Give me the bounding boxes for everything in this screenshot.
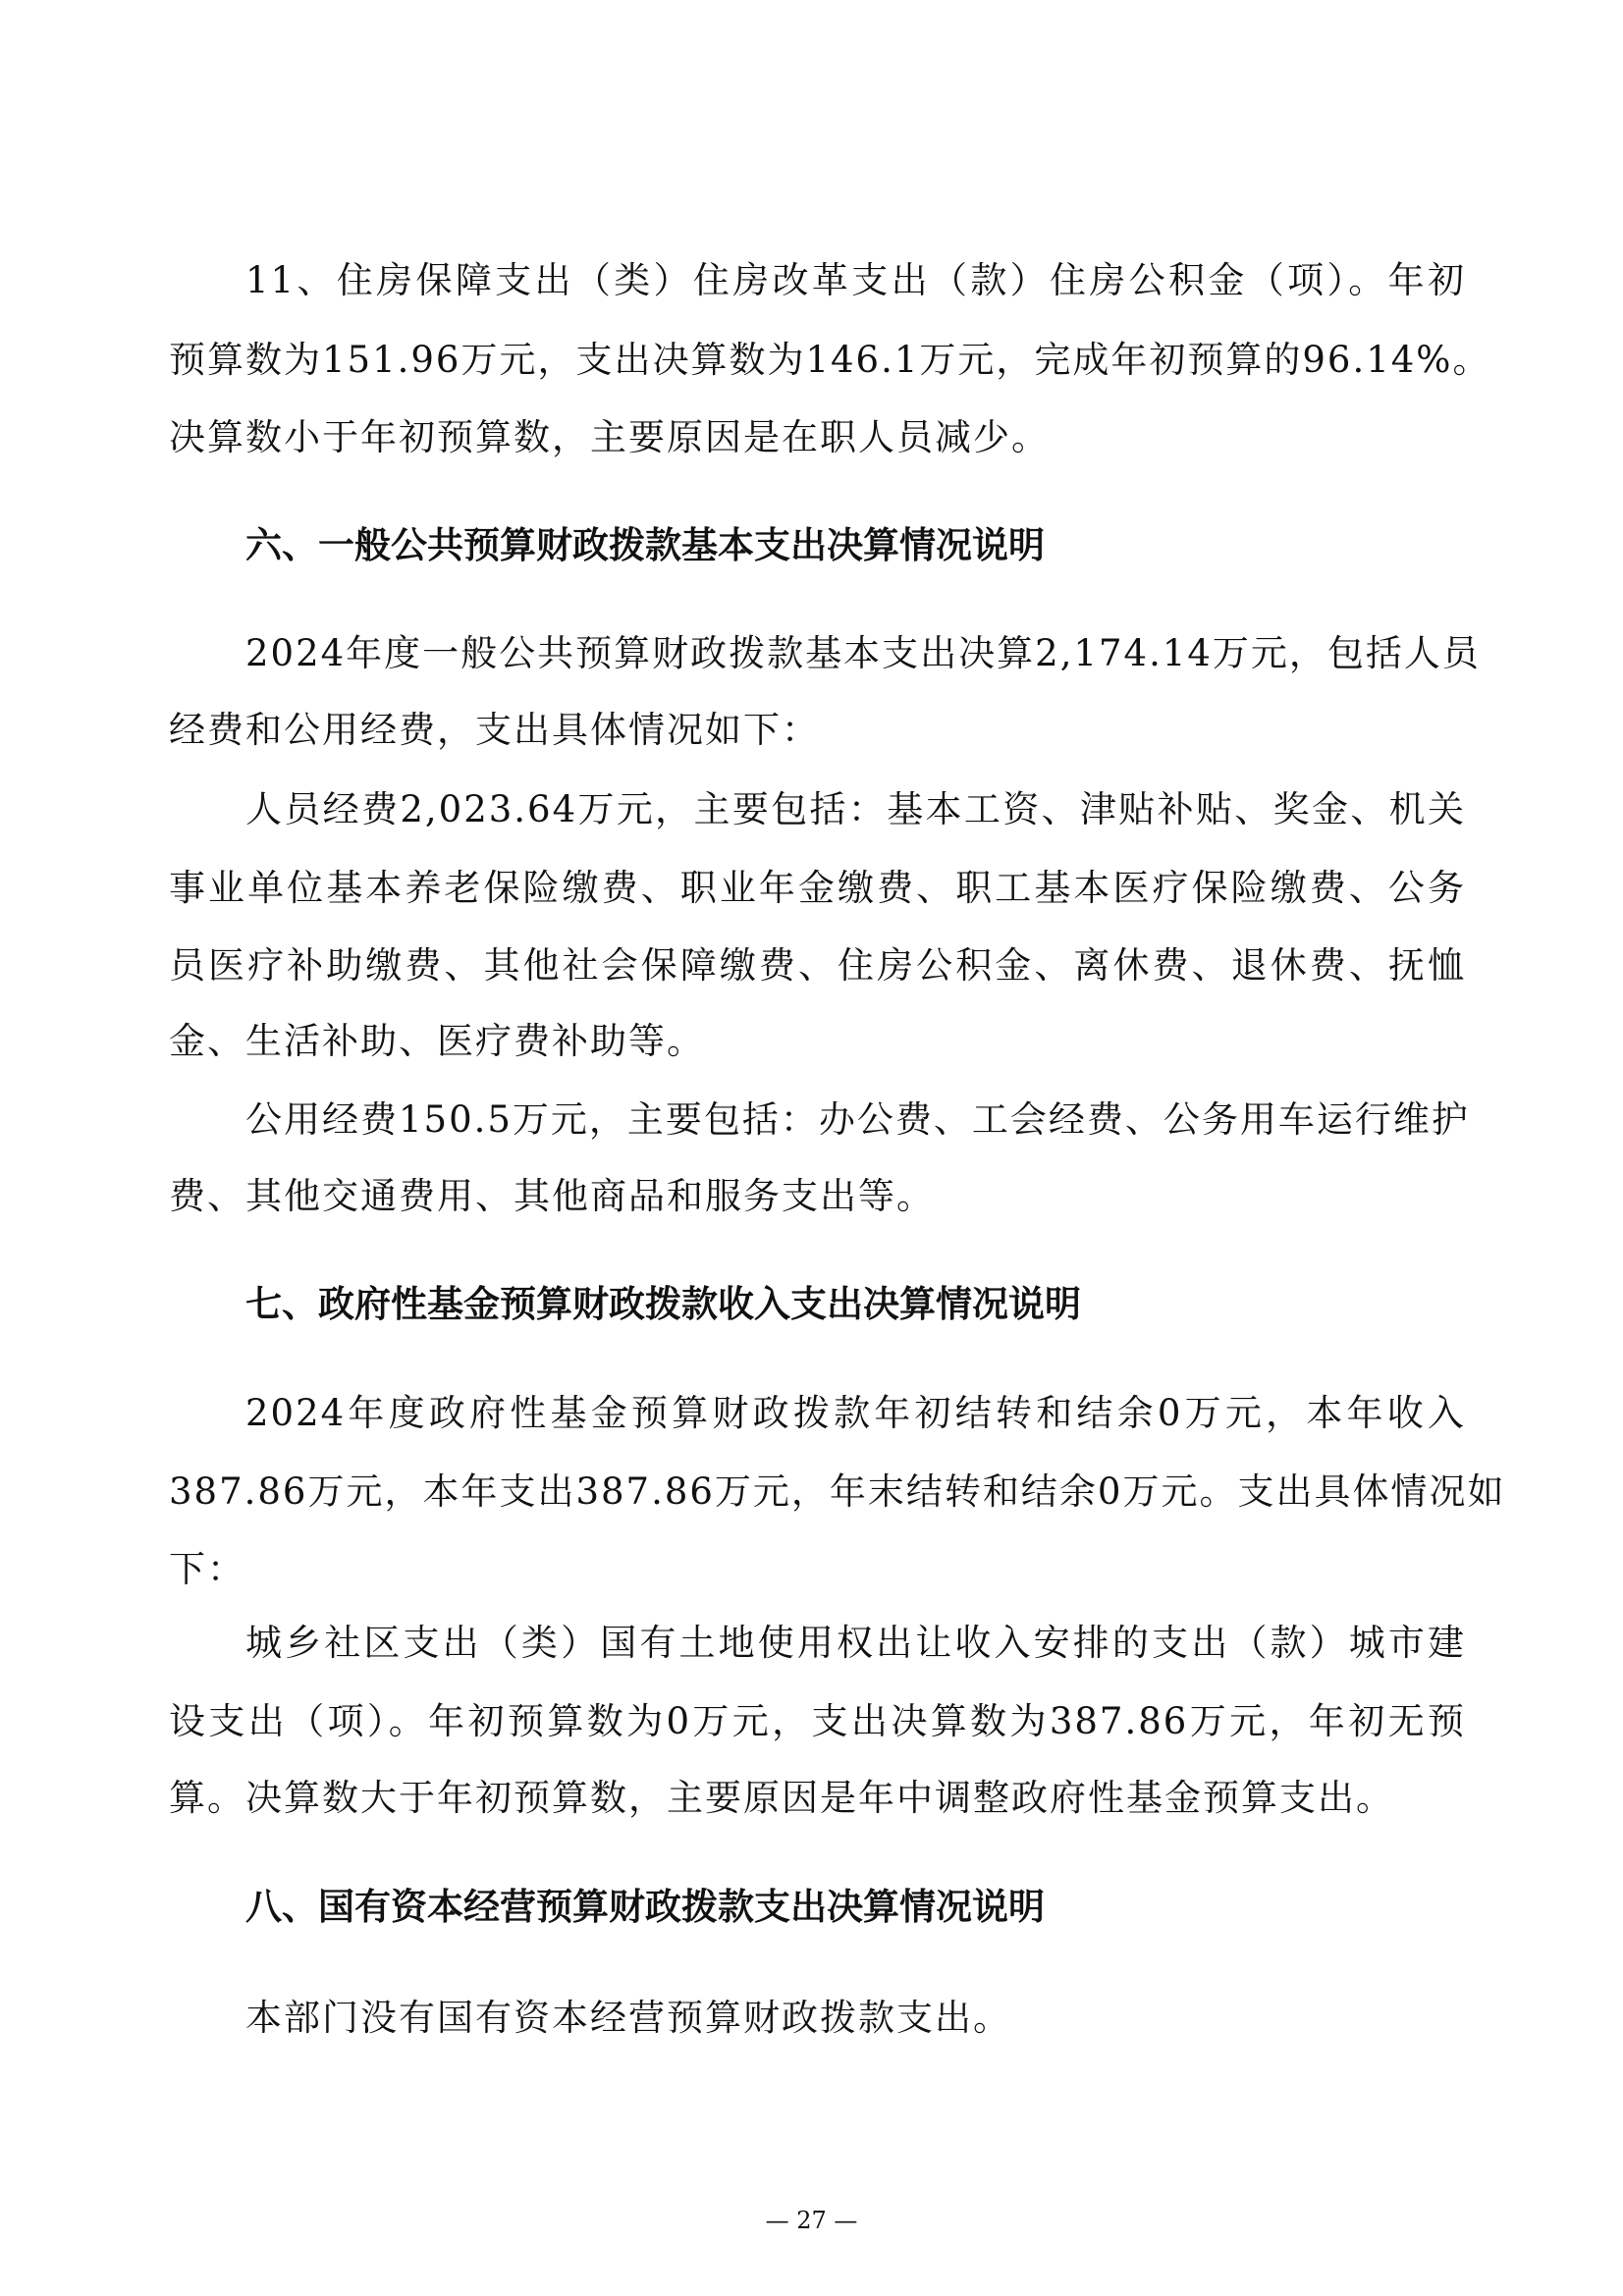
paragraph-line: 11、住房保障支出（类）住房改革支出（款）住房公积金（项）。年初	[245, 259, 1466, 301]
paragraph-line: 决算数小于年初预算数，主要原因是在职人员减少。	[169, 416, 1050, 458]
paragraph-line: 设支出（项）。年初预算数为0万元，支出决算数为387.86万元，年初无预	[169, 1700, 1466, 1742]
paragraph-line: 人员经费2,023.64万元，主要包括：基本工资、津贴补贴、奖金、机关	[245, 788, 1466, 830]
section-heading-6: 六、一般公共预算财政拨款基本支出决算情况说明	[245, 524, 1045, 566]
paragraph-line: 2024年度政府性基金预算财政拨款年初结转和结余0万元，本年收入	[245, 1392, 1466, 1434]
paragraph-line: 算。决算数大于年初预算数，主要原因是年中调整政府性基金预算支出。	[169, 1777, 1394, 1819]
paragraph-line: 下：	[169, 1548, 245, 1590]
paragraph-line: 预算数为151.96万元，支出决算数为146.1万元，完成年初预算的96.14%。	[169, 339, 1491, 381]
section-heading-7: 七、政府性基金预算财政拨款收入支出决算情况说明	[245, 1283, 1081, 1325]
section-heading-8: 八、国有资本经营预算财政拨款支出决算情况说明	[245, 1886, 1045, 1928]
paragraph-line: 员医疗补助缴费、其他社会保障缴费、住房公积金、离休费、退休费、抚恤	[169, 944, 1466, 987]
paragraph-line: 城乡社区支出（类）国有土地使用权出让收入安排的支出（款）城市建	[245, 1622, 1466, 1664]
paragraph-line: 2024年度一般公共预算财政拨款基本支出决算2,174.14万元，包括人员	[245, 632, 1481, 674]
paragraph-line: 公用经费150.5万元，主要包括：办公费、工会经费、公务用车运行维护	[245, 1098, 1470, 1141]
page-number: — 27 —	[765, 2207, 858, 2234]
paragraph-line: 387.86万元，本年支出387.86万元，年末结转和结余0万元。支出具体情况如	[169, 1470, 1506, 1513]
paragraph-line: 本部门没有国有资本经营预算财政拨款支出。	[245, 1997, 1011, 2039]
paragraph-line: 事业单位基本养老保险缴费、职业年金缴费、职工基本医疗保险缴费、公务	[169, 867, 1466, 909]
paragraph-line: 费、其他交通费用、其他商品和服务支出等。	[169, 1175, 935, 1217]
paragraph-line: 经费和公用经费，支出具体情况如下：	[169, 709, 820, 751]
paragraph-line: 金、生活补助、医疗费补助等。	[169, 1020, 705, 1062]
